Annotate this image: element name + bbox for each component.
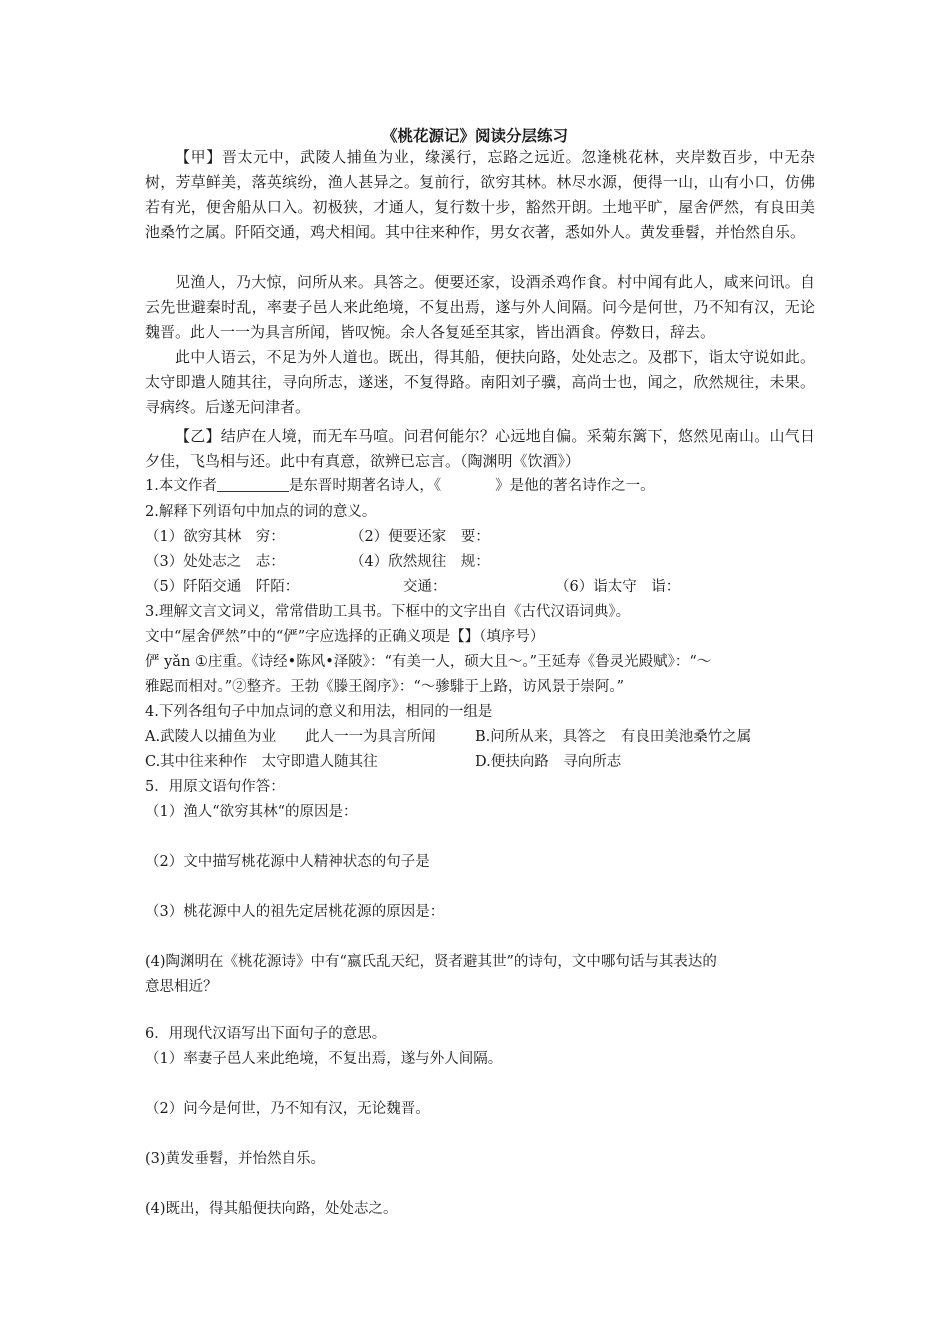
- passage-paragraph-1: 【甲】晋太元中，武陵人捕鱼为业，缘溪行，忘路之远近。忽逢桃花林，夹岸数百步，中无杂树，芳草鲜美，落英缤纷，渔人甚异之。复前行，欲穷其林。林尽水源，便得一山，山有小口，仿佛若有光，便舍船从口入。初极狭，才通人，复行数十步，豁然开朗。土地平旷，屋舍俨然，有良田美池桑竹之属。阡陌交通，鸡犬相闻。其中往来种作，男女衣著，悉如外人。黄发垂髫，并怡然自乐。: [145, 148, 815, 241]
- page-title: 《桃花源记》阅读分层练习: [381, 126, 568, 145]
- question-1: [145, 476, 825, 496]
- question-4-options-cd: [145, 752, 825, 772]
- question-6-sub-2: （2）问今是何世，乃不知有汉，无论魏晋。: [145, 1101, 430, 1117]
- option-c: C.其中往来种作 太守即遣人随其往: [145, 754, 378, 770]
- question-2-item-6: （6）诣太守 诣：: [555, 579, 681, 595]
- question-2-item-1: （1）欲穷其林 穷：: [145, 529, 285, 545]
- question-2-item-2: （2）便要还家 要：: [350, 529, 490, 545]
- question-2-item-4: （4）欣然规往 规：: [350, 554, 490, 570]
- question-2-row-2: [145, 552, 825, 572]
- question-6-sub-4: (4)既出，得其船便扶向路，处处志之。: [145, 1201, 398, 1217]
- option-a: A.武陵人以捕鱼为业 此人一一为具言所闻: [145, 729, 436, 745]
- question-1-text-a: 1.本文作者: [145, 478, 217, 494]
- answer-blank: [217, 477, 289, 492]
- question-5-sub-4a: (4)陶渊明在《桃花源诗》中有“嬴氏乱天纪，贤者避其世”的诗句，文中哪句话与其表达的: [145, 954, 717, 970]
- question-2-row-1: [145, 527, 825, 547]
- dictionary-definition-2: 雅跽而相对。”②整齐。王勃《滕王阁序》：“～骖騑于上路，访风景于崇阿。”: [145, 679, 624, 695]
- question-5-sub-1: （1）渔人“欲穷其林“的原因是：: [145, 804, 358, 820]
- question-5-sub-2: （2）文中描写桃花源中人精神状态的句子是: [145, 854, 430, 870]
- question-3-ask: 文中“屋舍俨然”中的“俨”字应选择的正确义项是【】（填序号）: [145, 629, 545, 645]
- question-2-item-5: （5）阡陌交通 阡陌：: [145, 579, 300, 595]
- question-2-item-5b: 交通：: [403, 579, 447, 595]
- question-4-options-ab: [145, 727, 825, 747]
- question-2-item-3: （3）处处志之 志：: [145, 554, 285, 570]
- question-1-text-b: 是东晋时期著名诗人，《: [288, 478, 442, 494]
- passage-paragraph-3: 此中人语云，不足为外人道也。既出，得其船，便扶向路，处处志之。及郡下，诣太守说如此。太守即遣人随其往，寻向所志，遂迷，不复得路。南阳刘子骥，高尚士也，闻之，欣然规往，未果。寻病终。后遂无问津者。: [145, 348, 815, 416]
- passage-paragraph-2: 见渔人，乃大惊，问所从来。具答之。便要还家，设酒杀鸡作食。村中闻有此人，咸来问讯。自云先世避秦时乱，率妻子邑人来此绝境，不复出焉，遂与外人间隔。问今是何世，乃不知有汉，无论魏晋。此人一一为具言所闻，皆叹惋。余人各复延至其家，皆出酒食。停数日，辞去。: [145, 273, 815, 341]
- question-2-row-3: [145, 577, 825, 597]
- question-5-sub-4b: 意思相近？: [145, 979, 218, 995]
- question-6-heading: 6．用现代汉语写出下面句子的意思。: [145, 1026, 387, 1042]
- question-2-heading: 2.解释下列语句中加点的词的意义。: [145, 504, 377, 520]
- question-1-text-c: 》是他的著名诗作之一。: [495, 478, 655, 494]
- question-3-heading: 3.理解文言文词义，常常借助工具书。下框中的文字出自《古代汉语词典》。: [145, 604, 631, 620]
- dictionary-definition-1: 俨 yǎn ①庄重。《诗经•陈风•泽陂》：“有美一人，硕大且～。”王延寿《鲁灵光殿赋》：“～: [145, 654, 712, 670]
- question-6-sub-3: (3)黄发垂髫，并怡然自乐。: [145, 1151, 326, 1167]
- question-4-heading: 4.下列各组句子中加点词的意义和用法，相同的一组是: [145, 704, 493, 720]
- option-d: D.便扶向路 寻向所志: [475, 754, 622, 770]
- passage-paragraph-4: 【乙】结庐在人境，而无车马喧。问君何能尔？心远地自偏。采菊东篱下，悠然见南山。山气日夕佳，飞鸟相与还。此中有真意，欲辨已忘言。（陶渊明《饮酒》）: [145, 427, 815, 470]
- question-5-sub-3: （3）桃花源中人的祖先定居桃花源的原因是：: [145, 904, 445, 920]
- option-b: B.问所从来，具答之 有良田美池桑竹之属: [475, 729, 752, 745]
- question-6-sub-1: （1）率妻子邑人来此绝境，不复出焉，遂与外人间隔。: [145, 1051, 503, 1067]
- question-5-heading: 5．用原文语句作答：: [145, 779, 285, 795]
